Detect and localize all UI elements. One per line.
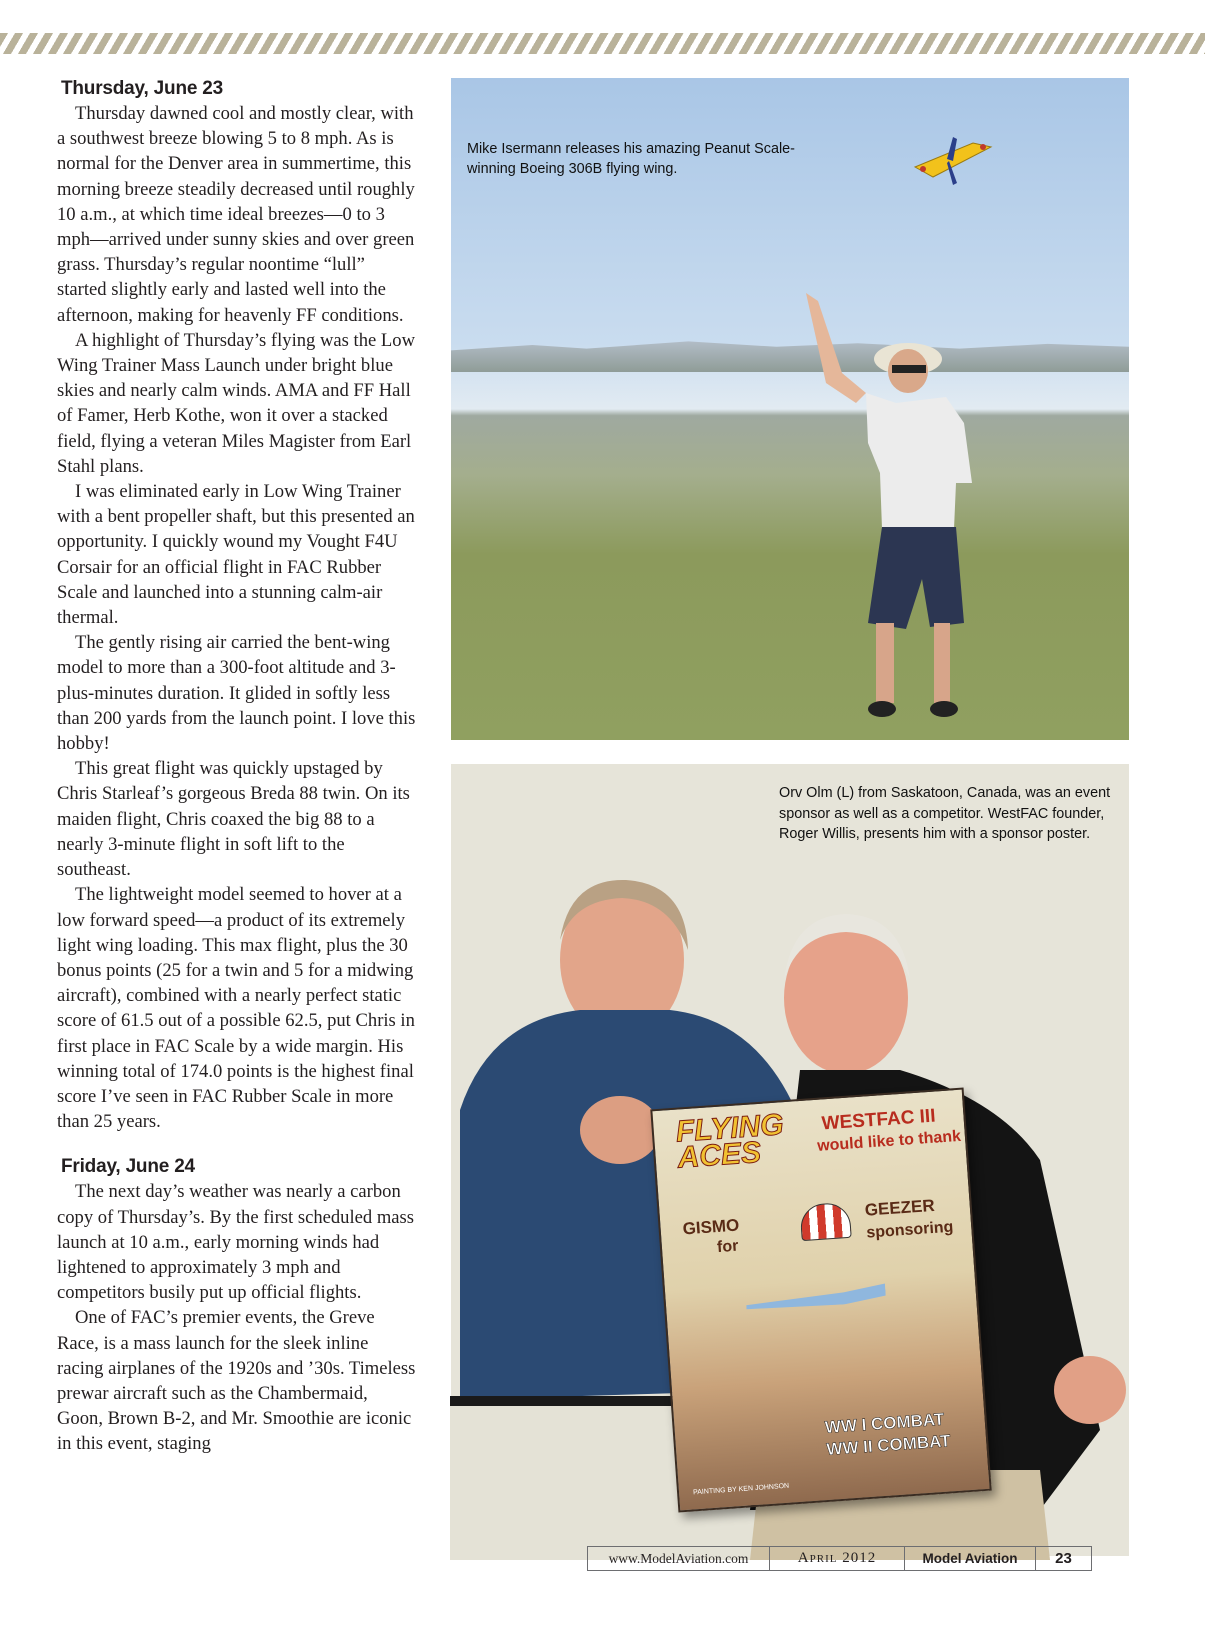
paragraph: A highlight of Thursday’s flying was the Low Wing Trainer Mass Launch under bright blue skies and nearly calm winds. AMA and FF Hall of Famer, Herb Kothe, won it over a stacked field, flying a veteran Miles Magister from Earl Stahl plans. xyxy=(57,329,415,477)
paragraph: One of FAC’s premier events, the Greve Race, is a mass launch for the sleek inline racing airplanes of the 1920s and ’30s. Timeless prewar aircraft such as the Chambermaid, Goon, Brown B-2, and Mr. Smoothie are iconic in this event, staging xyxy=(57,1307,416,1455)
poster-combat-2: WW II COMBAT xyxy=(825,1431,952,1459)
footer-magazine: Model Aviation xyxy=(905,1547,1036,1570)
poster-left-sponsor: GISMO xyxy=(682,1215,740,1239)
man-launching-model xyxy=(796,293,996,739)
poster-event: WESTFAC III xyxy=(820,1105,937,1135)
paragraph: This great flight was quickly upstaged by Chris Starleaf’s gorgeous Breda 88 twin. On its maiden flight, Chris coaxed the big 88 to a nearly 3-minute flight in soft lift to the southeast. xyxy=(57,758,410,881)
sponsor-poster xyxy=(650,1088,991,1513)
photo1-caption: Mike Isermann releases his amazing Peanut Scale-winning Boeing 306B flying wing. xyxy=(467,141,795,177)
footer-date: April 2012 xyxy=(770,1547,905,1570)
distant-mountains xyxy=(451,336,1129,372)
painted-airplane-icon xyxy=(745,1272,887,1322)
paragraph: The next day’s weather was nearly a carbon copy of Thursday’s. By the first scheduled mass launch at 10 a.m., early morning winds had lightened to approximately 3 mph and competitors busily put up official flights. xyxy=(57,1181,415,1304)
footer-page-number: 23 xyxy=(1055,1550,1072,1567)
article-text-column xyxy=(57,78,417,1457)
paragraph: Thursday dawned cool and mostly clear, with a southwest breeze blowing 5 to 8 mph. As is normal for the Denver area in summertime, this morning breeze steadily decreased until roughly 10 a.m., at which time ideal breezes—0 to 3 mph—arrived under sunny skies and over green grass. Thursday’s regular noontime “lull” started slightly early and lasted well into the afternoon, making for heavenly FF conditions. xyxy=(57,103,415,326)
poster-credit: PAINTING BY KEN JOHNSON xyxy=(692,1482,790,1497)
paragraph: I was eliminated early in Low Wing Trainer with a bent propeller shaft, but this presented an opportunity. I quickly wound my Vought F4U Corsair for an official flight in FAC Rubber Scale and launched into a stunning calm-air thermal. xyxy=(57,481,415,629)
poster-for: for xyxy=(716,1237,739,1257)
decorative-header-stripe xyxy=(0,33,1205,54)
paragraph: The lightweight model seemed to hover at a low forward speed—a product of its extremely light wing loading. This max flight, plus the 30 bonus points (25 for a twin and 5 for a midwing aircraft), combined with a nearly perfect static score of 61.5 out of a possible 62.5, put Chris in first place in FAC Scale by a wide margin. His winning total of 174.0 points is the highest final score I’ve seen in FAC Rubber Scale in more than 25 years. xyxy=(57,884,415,1133)
footer-url[interactable]: www.ModelAviation.com xyxy=(588,1547,770,1570)
paragraph: The gently rising air carried the bent-wing model to more than a 300-foot altitude and 3-plus-minutes duration. It glided in softly less than 200 yards from the launch point. I love this hobby! xyxy=(57,632,416,755)
photo2-caption: Orv Olm (L) from Saskatoon, Canada, was an event sponsor as well as a competitor. WestFAC founder, Roger Willis, presents him with a sponsor poster. xyxy=(779,785,1111,842)
poster-sponsoring: sponsoring xyxy=(865,1218,954,1242)
parachute-icon xyxy=(799,1202,851,1241)
flying-wing-model-icon xyxy=(913,137,993,187)
poster-thanks: would like to thank xyxy=(816,1127,962,1155)
poster-right-sponsor: GEEZER xyxy=(864,1195,936,1220)
section-heading-friday: Friday, June 24 xyxy=(61,1156,195,1178)
poster-combat-1: WW I COMBAT xyxy=(824,1409,945,1438)
poster-brand: FLYING ACES xyxy=(674,1108,785,1175)
section-heading-thursday: Thursday, June 23 xyxy=(61,78,224,99)
page-footer xyxy=(587,1546,1092,1571)
